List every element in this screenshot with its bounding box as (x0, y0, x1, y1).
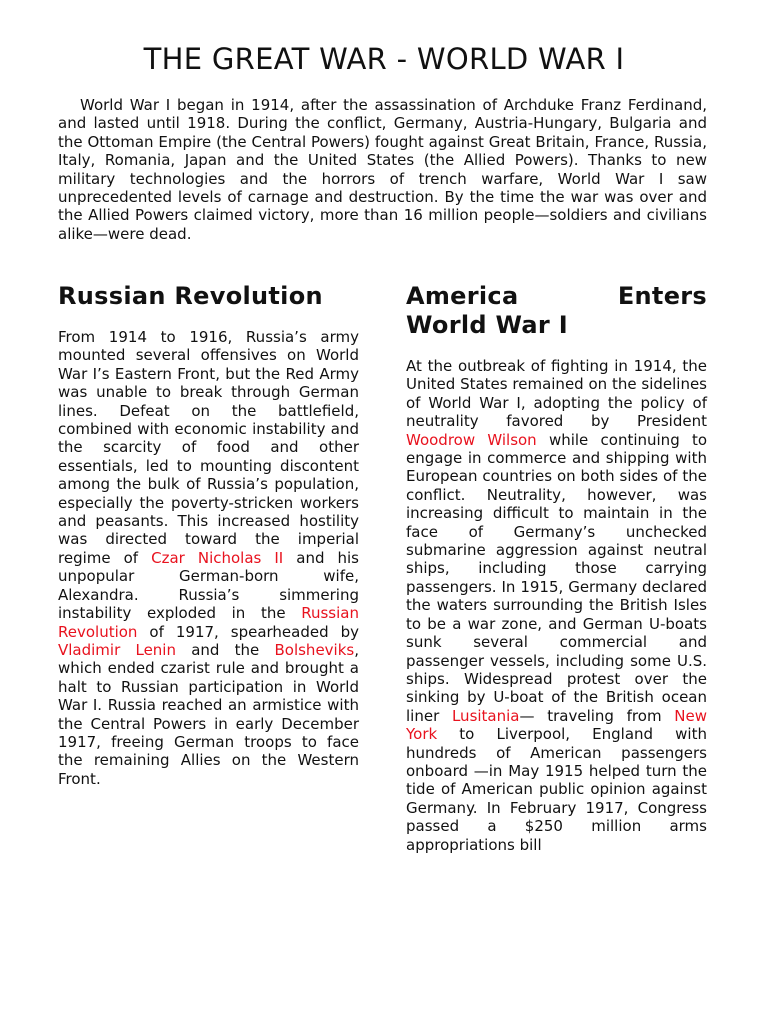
russian-revolution-link[interactable]: Russian Revolution (58, 604, 359, 641)
paragraph-text: — traveling from (519, 706, 675, 725)
russian-revolution-section (58, 282, 359, 788)
czar-nicholas-link[interactable]: Czar Nicholas II (151, 548, 284, 567)
heading-word: Enters (617, 282, 707, 310)
paragraph-text: and the (175, 640, 275, 659)
woodrow-wilson-link[interactable]: Woodrow Wilson (406, 430, 537, 449)
paragraph-text: and his unpopular German-born wife, Alexandra. Russia’s simmering instability exploded in the (58, 548, 360, 623)
heading-line-2: World War I (406, 311, 568, 339)
heading-word: America (406, 282, 519, 310)
russian-revolution-heading: Russian Revolution (58, 282, 323, 310)
page-title: THE GREAT WAR - WORLD WAR I (143, 42, 625, 76)
america-enters-paragraph (406, 357, 707, 854)
new-york-link[interactable]: New York (406, 706, 707, 744)
heading-line-1 (406, 282, 707, 311)
intro-paragraph: World War I began in 1914, after the assassination of Archduke Franz Ferdinand, and lasted until 1918. During the conflict, Germany, Austria-Hungary, Bulgaria and the Ottoman Empire (the Central Powers) fought against Great Britain, France, Russia, Italy, Romania, Japan and the United States (the Allied Powers). Thanks to new military technologies and the horrors of trench warfare, World War I saw unprecedented levels of carnage and destruction. By the time the war was over and the Allied Powers claimed victory, more than 16 million people—soldiers and civilians alike—were dead. (58, 96, 707, 243)
bolsheviks-link[interactable]: Bolsheviks (274, 640, 355, 659)
paragraph-text: From 1914 to 1916, Russia’s army mounted several offensives on World War I’s Eastern Front, but the Red Army was unable to break through German lines. Defeat on the battlefield, combined with economic instability and the scarcity of food and other essentials, led to mounting discontent among the bulk of Russia’s population, especially the poverty-stricken workers and peasants. This increased hostility was directed toward the imperial regime of (58, 328, 359, 567)
lusitania-link[interactable]: Lusitania (451, 706, 520, 725)
paragraph-text: At the outbreak of fighting in 1914, the United States remained on the sidelines of World War I, adopting the policy of neutrality favored by President (406, 357, 707, 431)
russian-revolution-paragraph (58, 328, 359, 788)
paragraph-text: while continuing to engage in commerce and shipping with European countries on both sides of the conflict. Neutrality, however, was increasing difficult to maintain in the face of Germany’s unchecked submarine aggression against neutral ships, including those carrying passengers. In 1915, Germany declared the waters surrounding the British Isles to be a war zone, and German U-boats sunk several commercial and passenger vessels, including some U.S. ships. Widespread protest over the sinking by U-boat of the British ocean liner (406, 430, 708, 725)
paragraph-text: of 1917, spearheaded by (137, 622, 359, 641)
paragraph-text: to Liverpool, England with hundreds of American passengers onboard —in May 1915 helped turn the tide of American public opinion against Germany. In February 1917, Congress passed a $250 million arms appropriations bill (406, 725, 707, 854)
america-enters-heading (406, 282, 707, 340)
paragraph-text: , which ended czarist rule and brought a halt to Russian participation in World War I. Russia reached an armistice with the Central Powers in early December 1917, freeing German troops to face the remaining Allies on the Western Front. (58, 640, 359, 788)
vladimir-lenin-link[interactable]: Vladimir Lenin (58, 640, 176, 659)
america-enters-section (406, 282, 707, 854)
